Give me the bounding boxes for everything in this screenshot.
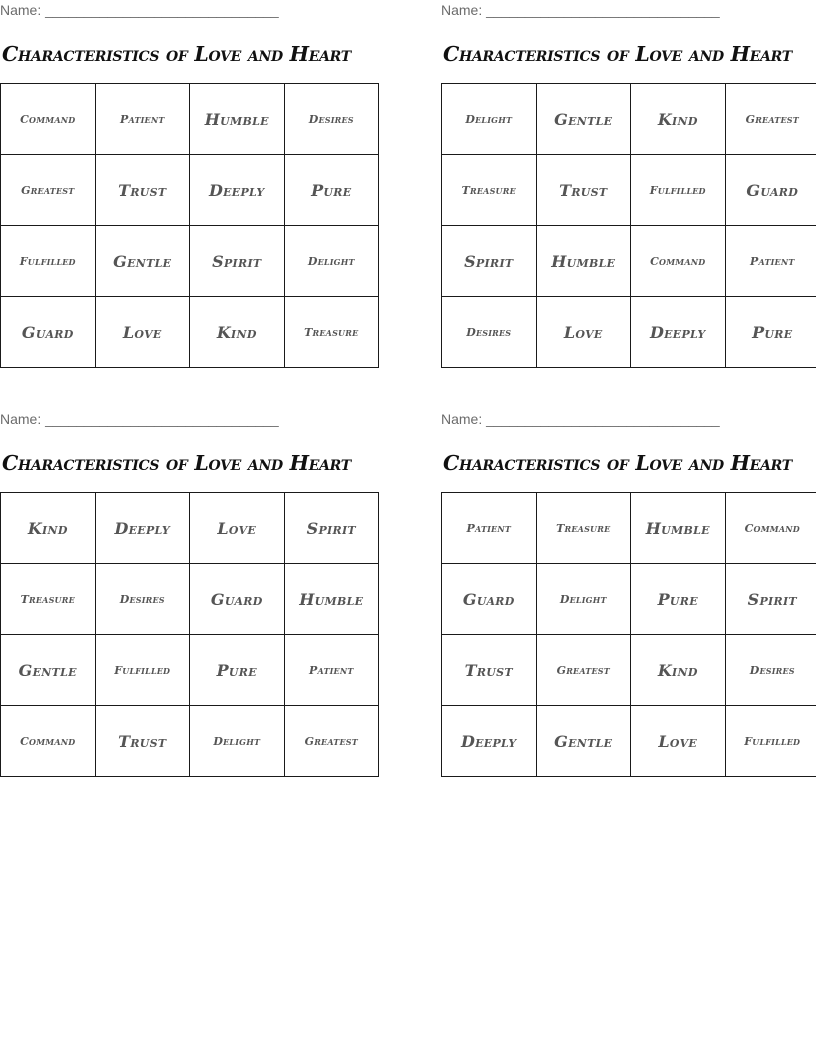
bingo-cell[interactable]: Command: [725, 493, 816, 564]
bingo-cell[interactable]: Desires: [725, 635, 816, 706]
bingo-cell[interactable]: Spirit: [725, 564, 816, 635]
name-line[interactable]: Name: ______________________________: [441, 2, 720, 18]
bingo-cell[interactable]: Treasure: [284, 297, 379, 368]
bingo-cell[interactable]: Trust: [95, 155, 190, 226]
bingo-cell[interactable]: Love: [190, 493, 285, 564]
bingo-cell[interactable]: Trust: [442, 635, 537, 706]
bingo-cell[interactable]: Trust: [536, 155, 631, 226]
bingo-cell[interactable]: Delight: [284, 226, 379, 297]
bingo-grid: [441, 83, 816, 368]
bingo-cell[interactable]: Kind: [631, 635, 726, 706]
bingo-row: [1, 297, 379, 368]
card-title: Characteristics of Love and Heart: [443, 42, 792, 66]
bingo-row: [1, 706, 379, 777]
bingo-cell[interactable]: Delight: [442, 84, 537, 155]
bingo-cell[interactable]: Deeply: [631, 297, 726, 368]
bingo-cell[interactable]: Kind: [190, 297, 285, 368]
bingo-cell[interactable]: Guard: [1, 297, 96, 368]
bingo-cell[interactable]: Spirit: [284, 493, 379, 564]
bingo-row: [1, 155, 379, 226]
name-line[interactable]: Name: ______________________________: [0, 2, 279, 18]
bingo-cell[interactable]: Patient: [725, 226, 816, 297]
bingo-cell[interactable]: Humble: [284, 564, 379, 635]
bingo-row: [442, 493, 816, 564]
bingo-cell[interactable]: Fulfilled: [95, 635, 190, 706]
bingo-row: [442, 226, 816, 297]
bingo-row: [442, 84, 816, 155]
bingo-cell[interactable]: Treasure: [536, 493, 631, 564]
name-line[interactable]: Name: ______________________________: [441, 411, 720, 427]
bingo-cell[interactable]: Treasure: [442, 155, 537, 226]
bingo-cell[interactable]: Command: [631, 226, 726, 297]
name-line[interactable]: Name: ______________________________: [0, 411, 279, 427]
bingo-cell[interactable]: Patient: [95, 84, 190, 155]
bingo-row: [442, 155, 816, 226]
bingo-cell[interactable]: Greatest: [536, 635, 631, 706]
bingo-cell[interactable]: Humble: [536, 226, 631, 297]
bingo-cell[interactable]: Pure: [190, 635, 285, 706]
card-title: Characteristics of Love and Heart: [2, 42, 351, 66]
bingo-cell[interactable]: Kind: [1, 493, 96, 564]
bingo-cell[interactable]: Desires: [284, 84, 379, 155]
bingo-cell[interactable]: Treasure: [1, 564, 96, 635]
bingo-cell[interactable]: Fulfilled: [1, 226, 96, 297]
bingo-cell[interactable]: Pure: [284, 155, 379, 226]
bingo-cell[interactable]: Guard: [442, 564, 537, 635]
bingo-cell[interactable]: Delight: [536, 564, 631, 635]
bingo-grid: [441, 492, 816, 777]
bingo-cell[interactable]: Spirit: [442, 226, 537, 297]
bingo-cell[interactable]: Love: [631, 706, 726, 777]
bingo-cell[interactable]: Pure: [631, 564, 726, 635]
card-title: Characteristics of Love and Heart: [443, 451, 792, 475]
bingo-cell[interactable]: Patient: [284, 635, 379, 706]
bingo-row: [1, 84, 379, 155]
bingo-row: [442, 635, 816, 706]
bingo-grid: [0, 492, 379, 777]
bingo-cell[interactable]: Delight: [190, 706, 285, 777]
bingo-cell[interactable]: Humble: [631, 493, 726, 564]
bingo-cell[interactable]: Love: [536, 297, 631, 368]
bingo-cell[interactable]: Deeply: [190, 155, 285, 226]
bingo-row: [1, 564, 379, 635]
bingo-cell[interactable]: Desires: [95, 564, 190, 635]
bingo-cell[interactable]: Command: [1, 84, 96, 155]
bingo-cell[interactable]: Fulfilled: [631, 155, 726, 226]
bingo-cell[interactable]: Gentle: [95, 226, 190, 297]
bingo-cell[interactable]: Deeply: [442, 706, 537, 777]
bingo-cell[interactable]: Patient: [442, 493, 537, 564]
bingo-cell[interactable]: Gentle: [536, 84, 631, 155]
bingo-cell[interactable]: Pure: [725, 297, 816, 368]
bingo-cell[interactable]: Kind: [631, 84, 726, 155]
bingo-cell[interactable]: Gentle: [1, 635, 96, 706]
bingo-cell[interactable]: Fulfilled: [725, 706, 816, 777]
bingo-cell[interactable]: Gentle: [536, 706, 631, 777]
bingo-cell[interactable]: Love: [95, 297, 190, 368]
bingo-grid: [0, 83, 379, 368]
bingo-cell[interactable]: Greatest: [725, 84, 816, 155]
bingo-cell[interactable]: Deeply: [95, 493, 190, 564]
bingo-row: [442, 564, 816, 635]
bingo-row: [442, 297, 816, 368]
bingo-row: [1, 226, 379, 297]
bingo-cell[interactable]: Greatest: [1, 155, 96, 226]
bingo-cell[interactable]: Trust: [95, 706, 190, 777]
bingo-cell[interactable]: Desires: [442, 297, 537, 368]
bingo-cell[interactable]: Greatest: [284, 706, 379, 777]
bingo-cell[interactable]: Spirit: [190, 226, 285, 297]
bingo-row: [1, 635, 379, 706]
bingo-cell[interactable]: Humble: [190, 84, 285, 155]
bingo-cell[interactable]: Guard: [190, 564, 285, 635]
bingo-row: [442, 706, 816, 777]
bingo-cell[interactable]: Command: [1, 706, 96, 777]
bingo-cell[interactable]: Guard: [725, 155, 816, 226]
card-title: Characteristics of Love and Heart: [2, 451, 351, 475]
bingo-row: [1, 493, 379, 564]
